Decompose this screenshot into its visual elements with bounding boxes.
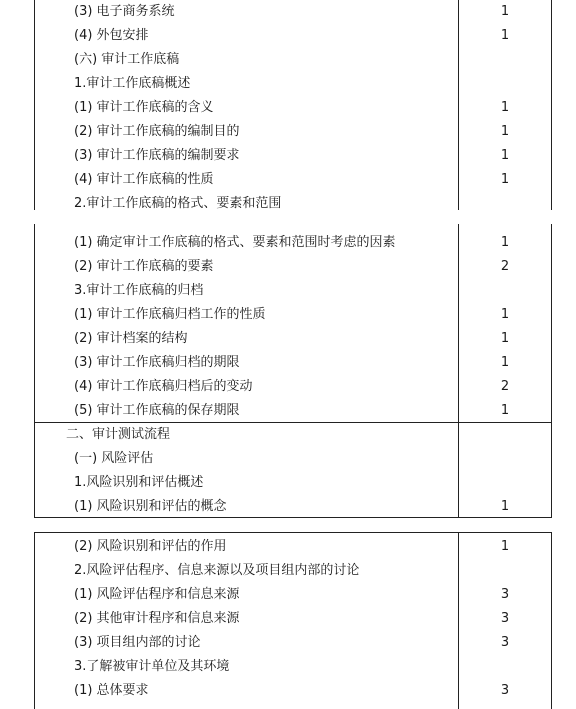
outline-item-text: 2.风险评估程序、信息来源以及项目组内部的讨论: [74, 563, 360, 578]
outline-item-text: (1) 风险评估程序和信息来源: [74, 587, 240, 602]
value-cell: 3: [500, 683, 510, 698]
table-row: [34, 471, 552, 495]
outline-item-text: (5) 审计工作底稿的保存期限: [74, 403, 240, 418]
value-cell: 2: [500, 259, 510, 274]
value-cell: 1: [500, 172, 510, 187]
table-row: [34, 327, 552, 351]
outline-item-text: (1) 总体要求: [74, 683, 149, 698]
outline-item-text: (1) 审计工作底稿归档工作的性质: [74, 307, 266, 322]
outline-item-text: (3) 审计工作底稿的编制要求: [74, 148, 240, 163]
table-row: [34, 655, 552, 679]
value-cell: 1: [500, 355, 510, 370]
table-row: [34, 535, 552, 559]
value-cell: 2: [500, 379, 510, 394]
table-row: [34, 144, 552, 168]
outline-item-text: (2) 其他审计程序和信息来源: [74, 611, 240, 626]
table-row: [34, 559, 552, 583]
value-cell: 1: [500, 499, 510, 514]
value-cell: 3: [500, 611, 510, 626]
table-row: [34, 0, 552, 24]
table-row: [34, 447, 552, 471]
table-segment-3: [34, 532, 552, 709]
table-row: [34, 399, 552, 423]
value-cell: 1: [500, 403, 510, 418]
table-row: [34, 679, 552, 703]
outline-item-text: (1) 风险识别和评估的概念: [74, 499, 227, 514]
value-cell: 1: [500, 124, 510, 139]
table-row: [34, 495, 552, 519]
outline-item-text: (1) 审计工作底稿的含义: [74, 100, 214, 115]
value-cell: 1: [500, 148, 510, 163]
outline-item-text: (2) 审计档案的结构: [74, 331, 188, 346]
table-row: [34, 192, 552, 216]
outline-item-text: (2) 审计工作底稿的要素: [74, 259, 214, 274]
table-row: [34, 375, 552, 399]
table-row: [34, 583, 552, 607]
table-row: [34, 24, 552, 48]
outline-item-text: (4) 审计工作底稿归档后的变动: [74, 379, 253, 394]
outline-item-text: (3) 审计工作底稿归档的期限: [74, 355, 240, 370]
value-cell: 1: [500, 235, 510, 250]
outline-item-text: (六) 审计工作底稿: [74, 52, 180, 67]
table-row: [34, 351, 552, 375]
outline-item-text: (2) 风险识别和评估的作用: [74, 539, 227, 554]
table-segment-1: [34, 0, 552, 210]
value-cell: 1: [500, 100, 510, 115]
table-row: [34, 231, 552, 255]
value-cell: 1: [500, 539, 510, 554]
table-top-border: [34, 532, 552, 533]
outline-item-text: 3.了解被审计单位及其环境: [74, 659, 230, 674]
table-row: [34, 631, 552, 655]
table-segment-2: [34, 224, 552, 518]
value-cell: 1: [500, 4, 510, 19]
table-row: [34, 303, 552, 327]
value-cell: 3: [500, 635, 510, 650]
value-cell: 3: [500, 587, 510, 602]
outline-item-text: (3) 电子商务系统: [74, 4, 175, 19]
table-row: [34, 168, 552, 192]
table-row: [34, 72, 552, 96]
table-row: [34, 48, 552, 72]
table-row: [34, 279, 552, 303]
outline-item-text: 3.审计工作底稿的归档: [74, 283, 204, 298]
table-row: [34, 255, 552, 279]
table-row: [34, 120, 552, 144]
outline-item-text: 1.审计工作底稿概述: [74, 76, 191, 91]
outline-item-text: (1) 确定审计工作底稿的格式、要素和范围时考虑的因素: [74, 235, 396, 250]
outline-item-text: (2) 审计工作底稿的编制目的: [74, 124, 240, 139]
table-row: [34, 607, 552, 631]
outline-item-text: 2.审计工作底稿的格式、要素和范围: [74, 196, 282, 211]
value-cell: 1: [500, 331, 510, 346]
outline-item-text: (3) 项目组内部的讨论: [74, 635, 201, 650]
value-cell: 1: [500, 307, 510, 322]
table-row: [34, 96, 552, 120]
outline-item-text: 1.风险识别和评估概述: [74, 475, 204, 490]
outline-item-text: (一) 风险评估: [74, 451, 154, 466]
table-row: [34, 423, 552, 447]
value-cell: 1: [500, 28, 510, 43]
outline-item-text: 二、审计测试流程: [66, 427, 171, 442]
outline-item-text: (4) 审计工作底稿的性质: [74, 172, 214, 187]
outline-item-text: (4) 外包安排: [74, 28, 149, 43]
